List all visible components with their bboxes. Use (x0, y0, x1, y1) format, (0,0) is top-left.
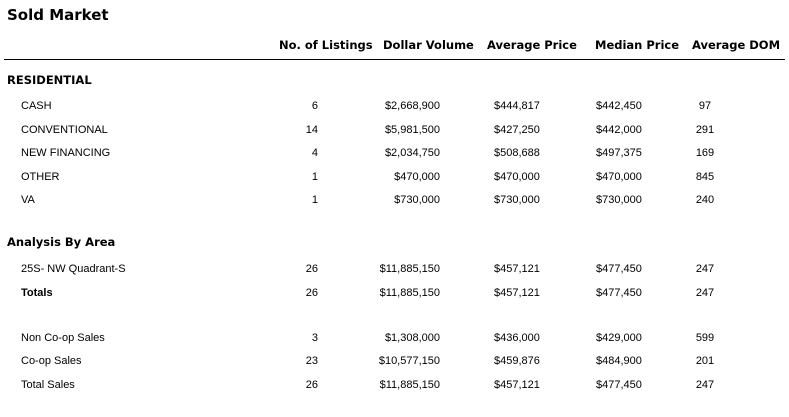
row-average-price: $427,250 (494, 124, 540, 136)
row-median-price: $477,450 (596, 287, 642, 299)
totals-row (0, 287, 789, 303)
header-average-price: Average Price (487, 38, 577, 52)
table-row (0, 332, 789, 348)
row-listings: 14 (305, 124, 318, 136)
row-average-dom: 247 (695, 379, 715, 391)
row-median-price: $429,000 (596, 332, 642, 344)
header-divider (4, 59, 785, 60)
row-average-dom: 845 (695, 171, 715, 183)
row-average-price: $508,688 (494, 147, 540, 159)
row-median-price: $470,000 (596, 171, 642, 183)
row-dollar-volume: $2,034,750 (384, 147, 440, 159)
row-label: Non Co-op Sales (21, 332, 105, 344)
row-average-dom: 599 (695, 332, 715, 344)
row-listings: 4 (311, 147, 318, 159)
row-average-dom: 169 (695, 147, 715, 159)
row-listings: 1 (311, 171, 318, 183)
row-dollar-volume: $10,577,150 (378, 355, 440, 367)
table-row (0, 100, 789, 116)
row-label: CASH (21, 100, 52, 112)
table-row (0, 194, 789, 210)
table-row (0, 379, 789, 395)
row-median-price: $730,000 (596, 194, 642, 206)
row-average-dom: 240 (695, 194, 715, 206)
table-row (0, 124, 789, 140)
row-dollar-volume: $5,981,500 (384, 124, 440, 136)
row-average-price: $459,876 (494, 355, 540, 367)
row-dollar-volume: $11,885,150 (379, 263, 440, 275)
row-label: Total Sales (21, 379, 75, 391)
header-listings: No. of Listings (279, 38, 373, 52)
row-median-price: $442,450 (596, 100, 642, 112)
row-average-price: $457,121 (494, 287, 540, 299)
row-average-price: $470,000 (494, 171, 540, 183)
row-dollar-volume: $11,885,150 (379, 287, 440, 299)
row-label: 25S- NW Quadrant-S (21, 263, 126, 275)
row-dollar-volume: $11,885,150 (379, 379, 440, 391)
row-label: Co-op Sales (21, 355, 82, 367)
table-row (0, 355, 789, 371)
row-listings: 26 (305, 287, 318, 299)
row-label: NEW FINANCING (21, 147, 111, 159)
table-row (0, 171, 789, 187)
row-listings: 23 (305, 355, 318, 367)
row-median-price: $477,450 (596, 379, 642, 391)
row-dollar-volume: $1,308,000 (384, 332, 440, 344)
table-row (0, 147, 789, 163)
row-label: Totals (21, 287, 53, 299)
row-label: VA (21, 194, 35, 206)
row-average-dom: 247 (695, 287, 715, 299)
row-average-dom: 291 (695, 124, 715, 136)
row-average-price: $457,121 (494, 263, 540, 275)
row-dollar-volume: $470,000 (394, 171, 440, 183)
row-listings: 3 (311, 332, 318, 344)
section-analysis-by-area: Analysis By Area (7, 235, 116, 249)
row-average-dom: 97 (698, 100, 712, 112)
section-residential: RESIDENTIAL (7, 73, 92, 87)
row-label: OTHER (21, 171, 60, 183)
row-dollar-volume: $2,668,900 (384, 100, 440, 112)
row-dollar-volume: $730,000 (394, 194, 440, 206)
row-average-price: $444,817 (494, 100, 540, 112)
row-listings: 26 (305, 263, 318, 275)
row-median-price: $497,375 (596, 147, 642, 159)
row-average-price: $730,000 (494, 194, 540, 206)
row-listings: 26 (305, 379, 318, 391)
row-label: CONVENTIONAL (21, 124, 108, 136)
header-median-price: Median Price (595, 38, 680, 52)
header-average-dom: Average DOM (692, 38, 781, 52)
row-average-dom: 247 (695, 263, 715, 275)
row-median-price: $442,000 (596, 124, 642, 136)
table-row (0, 263, 789, 279)
row-listings: 6 (311, 100, 318, 112)
page-title: Sold Market (7, 6, 109, 24)
row-listings: 1 (311, 194, 318, 206)
header-dollar-volume: Dollar Volume (383, 38, 474, 52)
row-median-price: $477,450 (596, 263, 642, 275)
row-average-dom: 201 (695, 355, 715, 367)
row-average-price: $436,000 (494, 332, 540, 344)
row-median-price: $484,900 (596, 355, 642, 367)
row-average-price: $457,121 (494, 379, 540, 391)
